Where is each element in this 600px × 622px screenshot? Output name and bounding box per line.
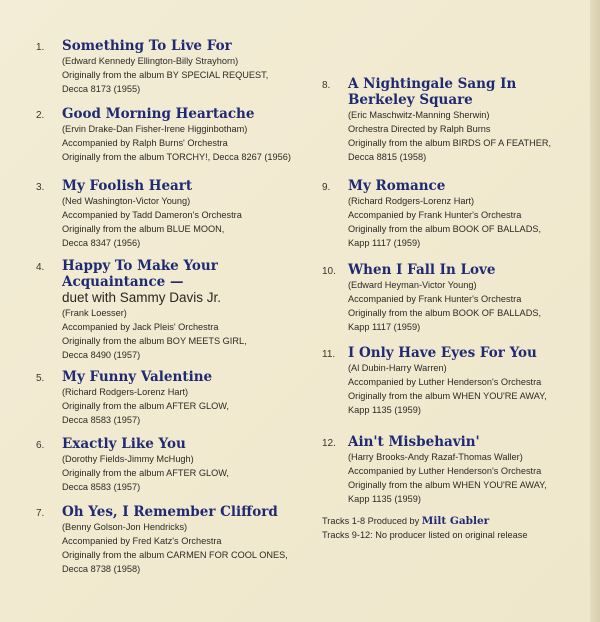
track-detail-line: Decca 8583 (1957) <box>62 415 141 425</box>
track-detail-line: Kapp 1117 (1959) <box>348 238 421 248</box>
track-detail-line: Originally from the album CARMEN FOR COOL ONES, <box>62 550 288 560</box>
track-detail-line: Accompanied by Fred Katz's Orchestra <box>62 536 222 546</box>
track-detail-line: (Harry Brooks-Andy Razaf-Thomas Waller) <box>348 452 523 462</box>
track-detail-line: (Benny Golson-Jon Hendricks) <box>62 522 188 532</box>
track-detail-line: Kapp 1135 (1959) <box>348 494 421 504</box>
track-title: Ain't Misbehavin' <box>348 434 480 450</box>
track-detail-line: (Al Dubin-Harry Warren) <box>348 363 447 373</box>
track-number: 6. <box>36 440 45 451</box>
track-detail-line: Originally from the album BY SPECIAL REQUEST, <box>62 70 269 80</box>
track-detail-line: (Richard Rodgers-Lorenz Hart) <box>62 387 189 397</box>
track-title: My Funny Valentine <box>62 369 213 385</box>
track-title: I Only Have Eyes For You <box>348 345 537 361</box>
track-entry <box>36 258 324 362</box>
track-detail-line: Accompanied by Luther Henderson's Orchestra <box>348 466 542 476</box>
track-entry <box>36 369 324 427</box>
track-entry <box>322 76 598 164</box>
track-detail-line: Originally from the album BLUE MOON, <box>62 224 225 234</box>
track-detail-line: (Frank Loesser) <box>62 308 127 318</box>
track-detail-line: (Edward Heyman-Victor Young) <box>348 280 477 290</box>
track-title: A Nightingale Sang In Berkeley Square <box>348 76 517 108</box>
producer-name: Milt Gabler <box>421 515 490 527</box>
track-number: 11. <box>322 349 336 360</box>
track-entry <box>36 178 324 250</box>
track-number: 4. <box>36 262 45 273</box>
track-number: 7. <box>36 508 45 519</box>
track-entry <box>36 106 324 164</box>
track-detail-line: (Dorothy Fields-Jimmy McHugh) <box>62 454 194 464</box>
track-number: 2. <box>36 110 45 121</box>
track-detail-line: Orchestra Directed by Ralph Burns <box>348 124 491 134</box>
track-detail-line: Accompanied by Luther Henderson's Orchestra <box>348 377 542 387</box>
booklet-spine <box>590 0 600 622</box>
track-detail-line: Accompanied by Frank Hunter's Orchestra <box>348 210 522 220</box>
track-detail-line: Originally from the album AFTER GLOW, <box>62 468 229 478</box>
track-title: Something To Live For <box>62 38 232 54</box>
track-detail-line: Decca 8583 (1957) <box>62 482 141 492</box>
track-entry <box>36 38 324 96</box>
track-number: 1. <box>36 42 45 53</box>
track-detail-line: Accompanied by Ralph Burns' Orchestra <box>62 138 228 148</box>
track-number: 9. <box>322 182 331 193</box>
track-entry <box>322 178 598 250</box>
track-detail-line: Accompanied by Frank Hunter's Orchestra <box>348 294 522 304</box>
credit-line-1 <box>322 514 582 528</box>
track-title: Exactly Like You <box>62 436 186 452</box>
track-detail-line: Accompanied by Tadd Dameron's Orchestra <box>62 210 242 220</box>
track-number: 8. <box>322 80 331 91</box>
track-detail-line: (Edward Kennedy Ellington-Billy Strayhorn) <box>62 56 239 66</box>
track-detail-line: Originally from the album BIRDS OF A FEATHER, <box>348 138 552 148</box>
track-detail-line: Decca 8738 (1958) <box>62 564 141 574</box>
track-detail-line: Originally from the album BOOK OF BALLADS, <box>348 308 542 318</box>
track-detail-line: (Richard Rodgers-Lorenz Hart) <box>348 196 475 206</box>
track-detail-line: (Ned Washington-Victor Young) <box>62 196 191 206</box>
track-detail-line: Kapp 1117 (1959) <box>348 322 421 332</box>
track-entry <box>322 434 598 506</box>
track-entry <box>36 436 324 494</box>
credit-line-1-prefix: Tracks 1-8 Produced by <box>322 516 420 526</box>
track-title: When I Fall In Love <box>348 262 496 278</box>
track-number: 10. <box>322 266 336 277</box>
track-number: 3. <box>36 182 45 193</box>
track-detail-line: (Ervin Drake-Dan Fisher-Irene Higginbotham) <box>62 124 248 134</box>
track-detail-line: Decca 8173 (1955) <box>62 84 141 94</box>
track-title: My Foolish Heart <box>62 178 193 194</box>
producer-credits <box>322 514 582 542</box>
track-entry <box>322 262 598 334</box>
track-detail-line: Decca 8490 (1957) <box>62 350 141 360</box>
track-detail-line: Originally from the album TORCHY!, Decca 8267 (1956) <box>62 152 291 162</box>
track-title: My Romance <box>348 178 446 194</box>
track-detail-line: Decca 8347 (1956) <box>62 238 141 248</box>
credit-line-2: Tracks 9-12: No producer listed on original release <box>322 530 528 540</box>
track-detail-line: Kapp 1135 (1959) <box>348 405 421 415</box>
track-number: 5. <box>36 373 45 384</box>
track-title: Happy To Make Your Acquaintance — <box>62 258 218 290</box>
track-number: 12. <box>322 438 336 449</box>
track-entry <box>322 345 598 417</box>
track-detail-line: Originally from the album BOOK OF BALLADS, <box>348 224 542 234</box>
track-detail-line: Accompanied by Jack Pleis' Orchestra <box>62 322 219 332</box>
track-detail-line: Originally from the album AFTER GLOW, <box>62 401 229 411</box>
track-detail-line: (Eric Maschwitz-Manning Sherwin) <box>348 110 490 120</box>
track-detail-line: Originally from the album WHEN YOU'RE AWAY, <box>348 480 547 490</box>
track-entry <box>36 504 324 576</box>
track-detail-line: Originally from the album WHEN YOU'RE AWAY, <box>348 391 547 401</box>
track-detail-line: Originally from the album BOY MEETS GIRL, <box>62 336 247 346</box>
track-title: Oh Yes, I Remember Clifford <box>62 504 278 520</box>
track-detail-line: Decca 8815 (1958) <box>348 152 427 162</box>
track-title: Good Morning Heartache <box>62 106 255 122</box>
track-note: duet with Sammy Davis Jr. <box>62 290 222 305</box>
